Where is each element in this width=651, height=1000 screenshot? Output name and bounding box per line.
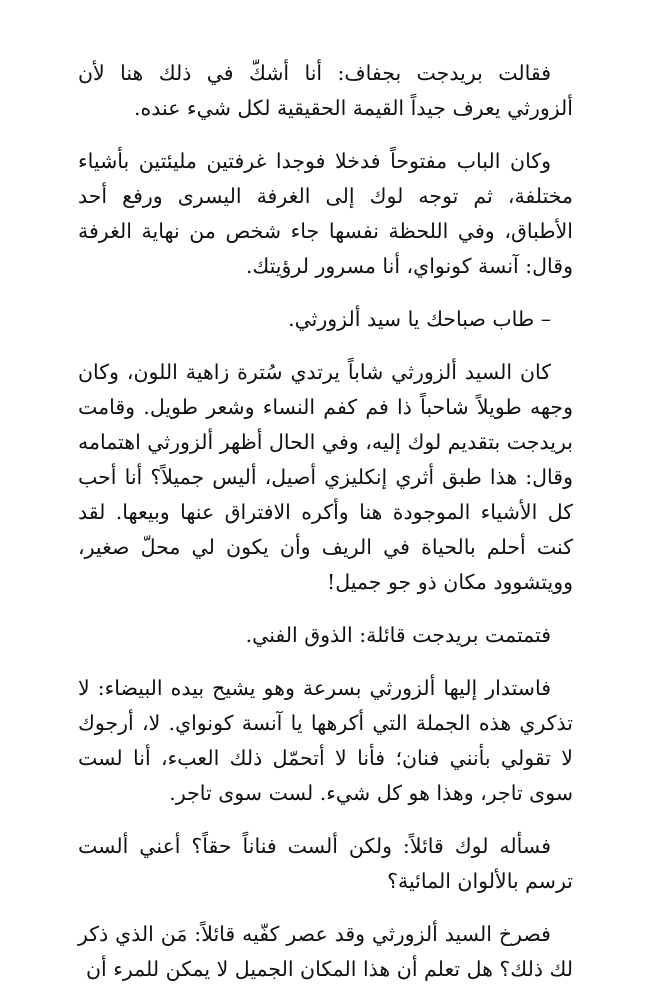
paragraph-7: فسأله لوك قائلاً: ولكن ألست فناناً حقاً؟ أعني ألست ترسم بالألوان المائية؟ <box>78 834 573 893</box>
paragraph-6: فاستدار إليها ألزورثي بسرعة وهو يشيح بيده البيضاء: لا تذكري هذه الجملة التي أكرهها يا آنسة كونواي. لا، أرجوك لا تقولي بأنني فنان؛ فأنا لا أتحمّل ذلك العبء، أنا لست سوى تاجر، وهذا هو كل شيء. لست سوى تاجر. <box>78 676 573 805</box>
paragraph-5: فتمتمت بريدجت قائلة: الذوق الفني. <box>245 623 551 647</box>
paragraph-8: فصرخ السيد ألزورثي وقد عصر كفّيه قائلاً: مَن الذي ذكر لك ذلك؟ هل تعلم أن هذا المكان الجميل لا يمكن للمرء أن <box>78 922 573 981</box>
paragraph-2: وكان الباب مفتوحاً فدخلا فوجدا غرفتين مليئتين بأشياء مختلفة، ثم توجه لوك إلى الغرفة اليسرى ورفع أحد الأطباق، وفي اللحظة نفسها جاء شخص من نهاية الغرفة وقال: آنسة كونواي، أنا مسرور لرؤيتك. <box>78 149 573 278</box>
book-page <box>78 56 573 1000</box>
paragraph-3: – طاب صباحك يا سيد ألزورثي. <box>288 307 551 331</box>
paragraph-4: كان السيد ألزورثي شاباً يرتدي سُترة زاهية اللون، وكان وجهه طويلاً شاحباً ذا فم كفم النساء وشعر طويل. وقامت بريدجت بتقديم لوك إليه، وفي الحال أظهر ألزورثي اهتمامه وقال: هذا طبق أثري إنكليزي أصيل، أليس جميلاً؟ أنا أحب كل الأشياء الموجودة هنا وأكره الافتراق عنها وبيعها. لقد كنت أحلم بالحياة في الريف وأن يكون لي محلّ صغير، وويتشوود مكان ذو جو جميل! <box>78 360 573 594</box>
paragraph-1: فقالت بريدجت بجفاف: أنا أشكّ في ذلك هنا لأن ألزورثي يعرف جيداً القيمة الحقيقية لكل شيء عنده. <box>78 61 573 120</box>
